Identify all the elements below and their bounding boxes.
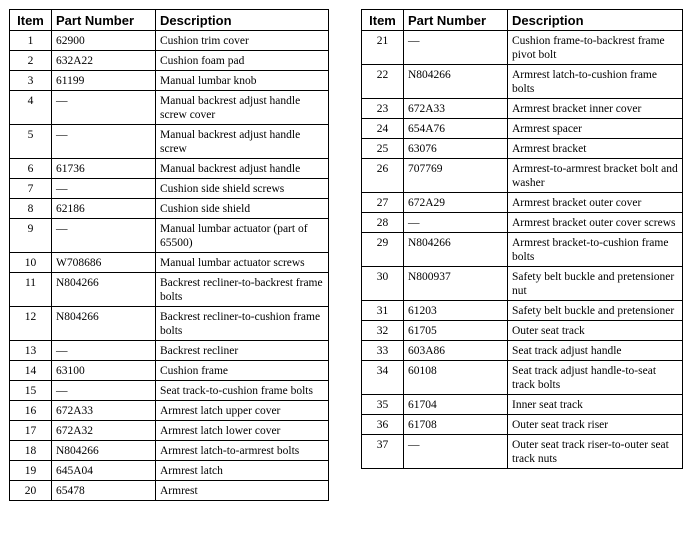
item-number-cell: 8: [10, 199, 52, 219]
description-cell: Cushion side shield: [156, 199, 329, 219]
item-number-cell: 26: [362, 159, 404, 193]
item-number-cell: 17: [10, 421, 52, 441]
item-number-cell: 13: [10, 341, 52, 361]
description-cell: Manual backrest adjust handle screw: [156, 125, 329, 159]
item-number-cell: 14: [10, 361, 52, 381]
part-number-cell: 62900: [52, 31, 156, 51]
item-number-cell: 28: [362, 213, 404, 233]
header-row: [362, 10, 683, 31]
item-number-cell: 18: [10, 441, 52, 461]
description-cell: Outer seat track: [508, 321, 683, 341]
table-row: [362, 99, 683, 119]
part-number-cell: 603A86: [404, 341, 508, 361]
part-number-cell: 672A29: [404, 193, 508, 213]
header-description: Description: [508, 10, 683, 31]
part-number-cell: 61705: [404, 321, 508, 341]
description-cell: Cushion frame-to-backrest frame pivot bolt: [508, 31, 683, 65]
part-number-cell: 61203: [404, 301, 508, 321]
item-number-cell: 37: [362, 435, 404, 469]
table-row: [362, 341, 683, 361]
table-row: [10, 307, 329, 341]
table-row: [10, 31, 329, 51]
part-number-cell: 61704: [404, 395, 508, 415]
item-number-cell: 1: [10, 31, 52, 51]
part-number-cell: 654A76: [404, 119, 508, 139]
part-number-cell: —: [404, 435, 508, 469]
table-row: [362, 139, 683, 159]
item-number-cell: 32: [362, 321, 404, 341]
item-number-cell: 10: [10, 253, 52, 273]
description-cell: Armrest-to-armrest bracket bolt and washer: [508, 159, 683, 193]
part-number-cell: 61199: [52, 71, 156, 91]
description-cell: Armrest bracket outer cover: [508, 193, 683, 213]
description-cell: Armrest spacer: [508, 119, 683, 139]
description-cell: Armrest bracket inner cover: [508, 99, 683, 119]
table-row: [10, 481, 329, 501]
description-cell: Manual lumbar actuator screws: [156, 253, 329, 273]
part-number-cell: N800937: [404, 267, 508, 301]
description-cell: Seat track adjust handle: [508, 341, 683, 361]
header-item: Item: [10, 10, 52, 31]
table-row: [10, 361, 329, 381]
item-number-cell: 6: [10, 159, 52, 179]
table-row: [10, 71, 329, 91]
item-number-cell: 21: [362, 31, 404, 65]
description-cell: Manual backrest adjust handle: [156, 159, 329, 179]
description-cell: Manual backrest adjust handle screw cover: [156, 91, 329, 125]
item-number-cell: 3: [10, 71, 52, 91]
description-cell: Outer seat track riser: [508, 415, 683, 435]
item-number-cell: 25: [362, 139, 404, 159]
table-row: [362, 267, 683, 301]
item-number-cell: 33: [362, 341, 404, 361]
description-cell: Cushion side shield screws: [156, 179, 329, 199]
item-number-cell: 4: [10, 91, 52, 125]
table-row: [10, 125, 329, 159]
description-cell: Backrest recliner-to-backrest frame bolts: [156, 273, 329, 307]
item-number-cell: 19: [10, 461, 52, 481]
description-cell: Armrest: [156, 481, 329, 501]
table-row: [10, 159, 329, 179]
item-number-cell: 9: [10, 219, 52, 253]
item-number-cell: 22: [362, 65, 404, 99]
part-number-cell: W708686: [52, 253, 156, 273]
description-cell: Cushion frame: [156, 361, 329, 381]
table-row: [362, 361, 683, 395]
table-row: [362, 395, 683, 415]
item-number-cell: 2: [10, 51, 52, 71]
description-cell: Armrest latch upper cover: [156, 401, 329, 421]
table-row: [362, 415, 683, 435]
part-number-cell: 62186: [52, 199, 156, 219]
description-cell: Safety belt buckle and pretensioner: [508, 301, 683, 321]
item-number-cell: 35: [362, 395, 404, 415]
table-row: [362, 301, 683, 321]
description-cell: Cushion trim cover: [156, 31, 329, 51]
description-cell: Armrest bracket: [508, 139, 683, 159]
table-row: [362, 65, 683, 99]
part-number-cell: N804266: [52, 273, 156, 307]
description-cell: Outer seat track riser-to-outer seat track nuts: [508, 435, 683, 469]
part-number-cell: —: [52, 341, 156, 361]
part-number-cell: 61708: [404, 415, 508, 435]
part-number-cell: —: [404, 31, 508, 65]
item-number-cell: 31: [362, 301, 404, 321]
part-number-cell: 60108: [404, 361, 508, 395]
description-cell: Safety belt buckle and pretensioner nut: [508, 267, 683, 301]
table-row: [10, 421, 329, 441]
item-number-cell: 34: [362, 361, 404, 395]
part-number-cell: 672A33: [52, 401, 156, 421]
part-number-cell: —: [52, 91, 156, 125]
part-number-cell: N804266: [52, 307, 156, 341]
table-row: [362, 159, 683, 193]
table-row: [10, 441, 329, 461]
table-row: [362, 119, 683, 139]
item-number-cell: 11: [10, 273, 52, 307]
part-number-cell: 61736: [52, 159, 156, 179]
header-part-number: Part Number: [404, 10, 508, 31]
description-cell: Armrest latch-to-armrest bolts: [156, 441, 329, 461]
part-number-cell: N804266: [404, 233, 508, 267]
header-item: Item: [362, 10, 404, 31]
part-number-cell: 645A04: [52, 461, 156, 481]
table-row: [10, 91, 329, 125]
item-number-cell: 24: [362, 119, 404, 139]
table-row: [10, 381, 329, 401]
part-number-cell: N804266: [52, 441, 156, 461]
item-number-cell: 15: [10, 381, 52, 401]
part-number-cell: 672A32: [52, 421, 156, 441]
table-row: [10, 179, 329, 199]
description-cell: Seat track-to-cushion frame bolts: [156, 381, 329, 401]
description-cell: Armrest latch-to-cushion frame bolts: [508, 65, 683, 99]
item-number-cell: 36: [362, 415, 404, 435]
table-row: [362, 193, 683, 213]
item-number-cell: 20: [10, 481, 52, 501]
description-cell: Inner seat track: [508, 395, 683, 415]
description-cell: Armrest latch lower cover: [156, 421, 329, 441]
part-number-cell: 65478: [52, 481, 156, 501]
item-number-cell: 12: [10, 307, 52, 341]
description-cell: Manual lumbar knob: [156, 71, 329, 91]
table-row: [362, 213, 683, 233]
item-number-cell: 27: [362, 193, 404, 213]
part-number-cell: N804266: [404, 65, 508, 99]
part-number-cell: —: [52, 381, 156, 401]
item-number-cell: 30: [362, 267, 404, 301]
description-cell: Seat track adjust handle-to-seat track bolts: [508, 361, 683, 395]
table-row: [10, 51, 329, 71]
description-cell: Armrest bracket outer cover screws: [508, 213, 683, 233]
description-cell: Manual lumbar actuator (part of 65500): [156, 219, 329, 253]
part-number-cell: —: [52, 125, 156, 159]
header-description: Description: [156, 10, 329, 31]
table-row: [10, 199, 329, 219]
item-number-cell: 23: [362, 99, 404, 119]
description-cell: Cushion foam pad: [156, 51, 329, 71]
table-row: [10, 253, 329, 273]
description-cell: Backrest recliner-to-cushion frame bolts: [156, 307, 329, 341]
item-number-cell: 7: [10, 179, 52, 199]
table-row: [362, 321, 683, 341]
header-part-number: Part Number: [52, 10, 156, 31]
item-number-cell: 5: [10, 125, 52, 159]
part-number-cell: 632A22: [52, 51, 156, 71]
part-number-cell: —: [52, 179, 156, 199]
header-row: [10, 10, 329, 31]
table-row: [362, 435, 683, 469]
parts-table-left: [9, 9, 329, 501]
description-cell: Armrest latch: [156, 461, 329, 481]
part-number-cell: 63076: [404, 139, 508, 159]
item-number-cell: 29: [362, 233, 404, 267]
part-number-cell: —: [404, 213, 508, 233]
description-cell: Backrest recliner: [156, 341, 329, 361]
table-row: [10, 401, 329, 421]
part-number-cell: 672A33: [404, 99, 508, 119]
part-number-cell: —: [52, 219, 156, 253]
table-row: [10, 219, 329, 253]
table-row: [362, 233, 683, 267]
table-row: [10, 461, 329, 481]
part-number-cell: 707769: [404, 159, 508, 193]
table-row: [10, 273, 329, 307]
part-number-cell: 63100: [52, 361, 156, 381]
item-number-cell: 16: [10, 401, 52, 421]
table-row: [362, 31, 683, 65]
parts-table-right: [361, 9, 683, 469]
description-cell: Armrest bracket-to-cushion frame bolts: [508, 233, 683, 267]
table-row: [10, 341, 329, 361]
